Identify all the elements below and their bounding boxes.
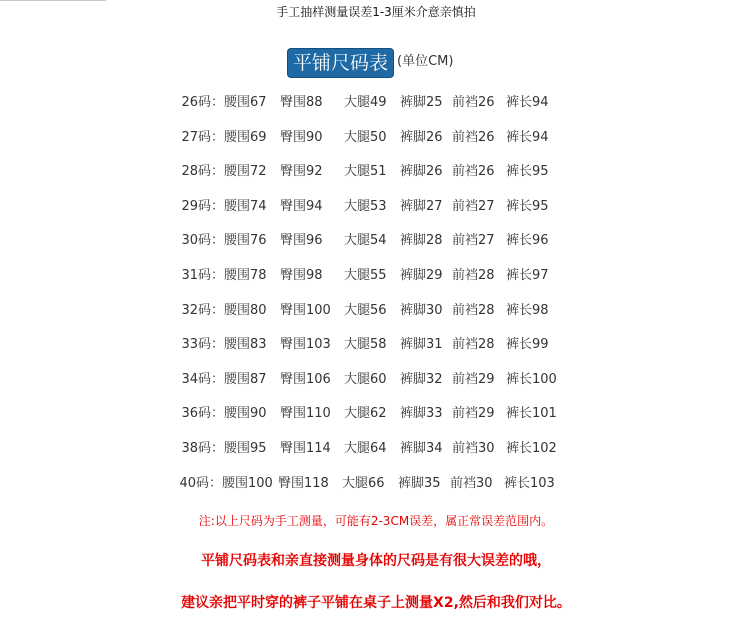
size-row	[0, 334, 752, 369]
footer-warning: 平铺尺码表和亲直接测量身体的尺码是有很大误差的哦，	[201, 553, 551, 569]
hip-value: 臀围98	[280, 267, 323, 283]
hip-value: 臀围103	[280, 337, 331, 353]
hip-value: 臀围114	[280, 440, 331, 456]
size-separator: ：	[211, 371, 225, 387]
size-chart-title	[287, 48, 453, 78]
header-note: 手工抽样测量误差1-3厘米介意亲慎拍	[276, 5, 476, 19]
rise-value: 前裆27	[452, 198, 495, 214]
thigh-value: 大腿60	[344, 371, 387, 387]
size-row	[0, 403, 752, 438]
size-label: 26码	[181, 95, 211, 110]
rise-value: 前裆26	[452, 129, 495, 145]
size-row	[0, 369, 752, 404]
size-row	[0, 473, 752, 508]
size-separator: ：	[209, 475, 223, 491]
waist-value: 腰围83	[224, 337, 267, 353]
hem-value: 裤脚25	[400, 95, 443, 110]
length-value: 裤长94	[506, 129, 549, 145]
hem-value: 裤脚32	[400, 371, 443, 387]
thigh-value: 大腿50	[344, 129, 387, 145]
size-label: 36码	[181, 406, 211, 422]
rise-value: 前裆26	[452, 95, 495, 110]
length-value: 裤长102	[506, 440, 557, 456]
thigh-value: 大腿66	[342, 475, 385, 491]
size-label: 40码	[179, 475, 209, 491]
size-row	[0, 161, 752, 196]
size-separator: ：	[211, 406, 225, 422]
hem-value: 裤脚30	[400, 302, 443, 318]
size-label: 33码	[181, 337, 211, 353]
thigh-value: 大腿55	[344, 267, 387, 283]
footer-note: 注:以上尺码为手工测量，可能有2-3CM误差，属正常误差范围内。	[198, 514, 554, 528]
size-table	[0, 92, 752, 507]
size-row	[0, 438, 752, 473]
hem-value: 裤脚28	[400, 233, 443, 249]
length-value: 裤长100	[506, 371, 557, 387]
length-value: 裤长95	[506, 164, 549, 180]
size-label: 34码	[181, 371, 211, 387]
length-value: 裤长98	[506, 302, 549, 318]
waist-value: 腰围76	[224, 233, 267, 249]
size-label: 28码	[181, 164, 211, 180]
size-label: 32码	[181, 302, 211, 318]
size-row	[0, 127, 752, 162]
length-value: 裤长94	[506, 95, 549, 110]
hem-value: 裤脚26	[400, 129, 443, 145]
size-row	[0, 196, 752, 231]
length-value: 裤长96	[506, 233, 549, 249]
waist-value: 腰围80	[224, 302, 267, 318]
hip-value: 臀围100	[280, 302, 331, 318]
size-label: 27码	[181, 129, 211, 145]
hip-value: 臀围118	[278, 475, 329, 491]
size-separator: ：	[211, 302, 225, 318]
hem-value: 裤脚26	[400, 164, 443, 180]
size-label: 29码	[181, 198, 211, 214]
hip-value: 臀围88	[280, 95, 323, 110]
rise-value: 前裆29	[452, 371, 495, 387]
size-row	[0, 230, 752, 265]
size-separator: ：	[211, 164, 225, 180]
rise-value: 前裆28	[452, 267, 495, 283]
hip-value: 臀围94	[280, 198, 323, 214]
waist-value: 腰围95	[224, 440, 267, 456]
hem-value: 裤脚35	[398, 475, 441, 491]
hip-value: 臀围96	[280, 233, 323, 249]
size-row	[0, 265, 752, 300]
hem-value: 裤脚29	[400, 267, 443, 283]
hip-value: 臀围90	[280, 129, 323, 145]
length-value: 裤长101	[506, 406, 557, 422]
length-value: 裤长97	[506, 267, 549, 283]
title-unit: (单位CM)	[397, 54, 454, 69]
size-separator: ：	[211, 198, 225, 214]
rise-value: 前裆27	[452, 233, 495, 249]
length-value: 裤长103	[504, 475, 555, 491]
hem-value: 裤脚27	[400, 198, 443, 214]
thigh-value: 大腿58	[344, 337, 387, 353]
thigh-value: 大腿56	[344, 302, 387, 318]
top-divider	[0, 0, 106, 1]
rise-value: 前裆29	[452, 406, 495, 422]
hip-value: 臀围92	[280, 164, 323, 180]
waist-value: 腰围90	[224, 406, 267, 422]
waist-value: 腰围100	[222, 475, 273, 491]
length-value: 裤长99	[506, 337, 549, 353]
footer-advice: 建议亲把平时穿的裤子平铺在桌子上测量X2,然后和我们对比。	[181, 595, 571, 611]
thigh-value: 大腿64	[344, 440, 387, 456]
thigh-value: 大腿49	[344, 95, 387, 110]
waist-value: 腰围78	[224, 267, 267, 283]
title-badge: 平铺尺码表	[287, 48, 394, 78]
hip-value: 臀围106	[280, 371, 331, 387]
thigh-value: 大腿62	[344, 406, 387, 422]
rise-value: 前裆30	[452, 440, 495, 456]
size-label: 38码	[181, 440, 211, 456]
size-separator: ：	[211, 440, 225, 456]
waist-value: 腰围67	[224, 95, 267, 110]
hem-value: 裤脚31	[400, 337, 443, 353]
waist-value: 腰围72	[224, 164, 267, 180]
waist-value: 腰围87	[224, 371, 267, 387]
size-separator: ：	[211, 337, 225, 353]
hip-value: 臀围110	[280, 406, 331, 422]
size-separator: ：	[211, 129, 225, 145]
hem-value: 裤脚33	[400, 406, 443, 422]
waist-value: 腰围74	[224, 198, 267, 214]
size-separator: ：	[211, 233, 225, 249]
size-label: 31码	[181, 267, 211, 283]
waist-value: 腰围69	[224, 129, 267, 145]
rise-value: 前裆30	[450, 475, 493, 491]
size-separator: ：	[211, 267, 225, 283]
size-label: 30码	[181, 233, 211, 249]
thigh-value: 大腿53	[344, 198, 387, 214]
rise-value: 前裆28	[452, 302, 495, 318]
rise-value: 前裆26	[452, 164, 495, 180]
size-separator: ：	[211, 95, 225, 110]
thigh-value: 大腿51	[344, 164, 387, 180]
size-row	[0, 92, 752, 127]
size-row	[0, 300, 752, 335]
length-value: 裤长95	[506, 198, 549, 214]
thigh-value: 大腿54	[344, 233, 387, 249]
hem-value: 裤脚34	[400, 440, 443, 456]
rise-value: 前裆28	[452, 337, 495, 353]
